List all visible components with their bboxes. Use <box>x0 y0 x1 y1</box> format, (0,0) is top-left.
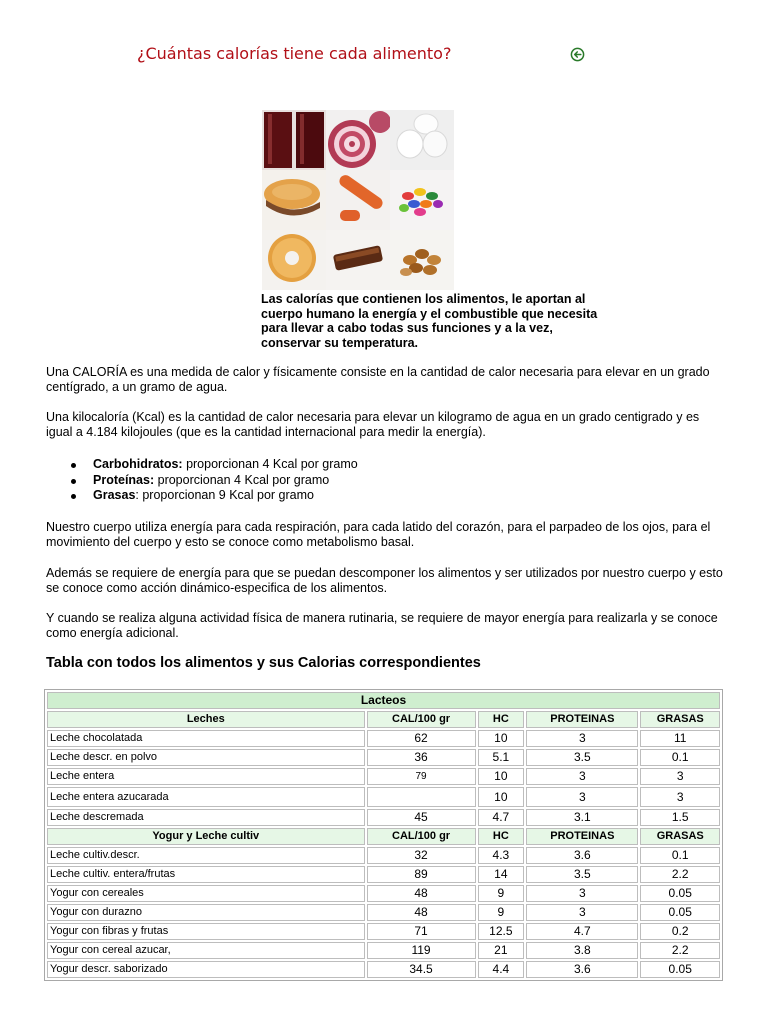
bullet-term: Carbohidratos: <box>93 457 183 471</box>
food-name-cell: Leche entera azucarada <box>47 787 365 807</box>
gras-cell: 3 <box>640 787 720 807</box>
column-header: GRASAS <box>640 711 720 728</box>
prot-cell: 3.8 <box>526 942 638 959</box>
cal-cell: 32 <box>367 847 476 864</box>
prot-cell: 3 <box>526 904 638 921</box>
cal-cell: 119 <box>367 942 476 959</box>
food-name-cell: Yogur con cereales <box>47 885 365 902</box>
image-caption: Las calorías que contienen los alimentos, le aportan al cuerpo humano la energía y el combustible que necesita para llevar a cabo todas sus funciones y a la vez, conservar su temperatura. <box>261 292 598 350</box>
cal-cell: 48 <box>367 904 476 921</box>
section-header-row <box>47 828 720 845</box>
macronutrient-list <box>46 457 358 504</box>
food-name-cell: Leche descr. en polvo <box>47 749 365 766</box>
section-name: Leches <box>47 711 365 728</box>
paragraph-dinamico: Además se requiere de energía para que se puedan descomponer los alimentos y ser utilizados por nuestro cuerpo y esto se conoce como acción dinámico-especifica de los alimentos. <box>46 566 723 595</box>
hc-cell: 4.7 <box>478 809 525 826</box>
bullet-term: Proteínas: <box>93 472 155 487</box>
sandwich-image <box>262 170 326 230</box>
food-name-cell: Leche descremada <box>47 809 365 826</box>
jelly-beans-image <box>390 170 454 230</box>
prot-cell: 3 <box>526 787 638 807</box>
food-name-cell: Leche entera <box>47 768 365 785</box>
hc-cell: 4.4 <box>478 961 525 978</box>
paragraph-metabolismo: Nuestro cuerpo utiliza energía para cada respiración, para cada latido del corazón, para el parpadeo de los ojos, para el movimiento del cuerpo y esto se conoce como metabolismo basal. <box>46 520 711 549</box>
hc-cell: 14 <box>478 866 525 883</box>
table-row <box>47 961 720 978</box>
hc-cell: 5.1 <box>478 749 525 766</box>
column-header: GRASAS <box>640 828 720 845</box>
prot-cell: 3 <box>526 885 638 902</box>
prot-cell: 3.5 <box>526 866 638 883</box>
calorie-table <box>44 689 723 981</box>
hc-cell: 10 <box>478 787 525 807</box>
gras-cell: 0.05 <box>640 961 720 978</box>
gras-cell: 11 <box>640 730 720 747</box>
group-title: Lacteos <box>47 692 720 709</box>
section-name: Yogur y Leche cultiv <box>47 828 365 845</box>
cal-cell: 48 <box>367 885 476 902</box>
donut-image <box>262 230 326 290</box>
food-name-cell: Yogur con fibras y frutas <box>47 923 365 940</box>
food-name-cell: Leche cultiv. entera/frutas <box>47 866 365 883</box>
hc-cell: 10 <box>478 768 525 785</box>
hc-cell: 10 <box>478 730 525 747</box>
paragraph-adicional: Y cuando se realiza alguna actividad física de manera rutinaria, se requiere de mayor energía para realizarla y se conoce como energía adicional. <box>46 611 718 640</box>
food-image-grid <box>262 110 454 290</box>
hc-cell: 4.3 <box>478 847 525 864</box>
paragraph-kilocaloria: Una kilocaloría (Kcal) es la cantidad de calor necesaria para elevar un kilogramo de agua en un grado centigrado y es igual a 4.184 kilojoules (que es la cantidad internacional para medir la energía). <box>46 410 700 439</box>
cal-cell: 79 <box>367 768 476 785</box>
gras-cell: 0.2 <box>640 923 720 940</box>
red-drink-image <box>262 110 326 170</box>
prot-cell: 3.6 <box>526 847 638 864</box>
table-row <box>47 809 720 826</box>
page-title: ¿Cuántas calorías tiene cada alimento? <box>137 44 452 63</box>
bullet-term: Grasas <box>93 488 136 502</box>
table-row <box>47 787 720 807</box>
list-item <box>46 488 358 504</box>
column-header: PROTEINAS <box>526 828 638 845</box>
section-header-row <box>47 711 720 728</box>
gras-cell: 0.05 <box>640 904 720 921</box>
hc-cell: 12.5 <box>478 923 525 940</box>
column-header: PROTEINAS <box>526 711 638 728</box>
table-row <box>47 847 720 864</box>
cal-cell: 34.5 <box>367 961 476 978</box>
gras-cell: 0.1 <box>640 847 720 864</box>
prot-cell: 3.5 <box>526 749 638 766</box>
column-header: CAL/100 gr <box>367 828 476 845</box>
cal-cell: 36 <box>367 749 476 766</box>
calorie-table-container <box>44 689 723 981</box>
table-row <box>47 904 720 921</box>
list-item <box>46 457 358 473</box>
food-name-cell: Yogur con cereal azucar, <box>47 942 365 959</box>
column-header: HC <box>478 828 525 845</box>
table-row <box>47 885 720 902</box>
prot-cell: 3.1 <box>526 809 638 826</box>
gras-cell: 2.2 <box>640 866 720 883</box>
table-row <box>47 942 720 959</box>
table-row <box>47 768 720 785</box>
carrots-image <box>326 170 390 230</box>
prot-cell: 3 <box>526 730 638 747</box>
bullet-text: proporcionan 4 Kcal por gramo <box>154 472 330 487</box>
back-arrow-circle-icon[interactable] <box>570 47 585 62</box>
cal-cell: 89 <box>367 866 476 883</box>
gras-cell: 0.1 <box>640 749 720 766</box>
column-header: CAL/100 gr <box>367 711 476 728</box>
prot-cell: 3 <box>526 768 638 785</box>
paragraph-caloria: Una CALORÍA es una medida de calor y físicamente consiste en la cantidad de calor necesaria para elevar en un grado centígrado, a un gramo de agua. <box>46 365 710 394</box>
gras-cell: 2.2 <box>640 942 720 959</box>
hc-cell: 9 <box>478 885 525 902</box>
red-onion-image <box>326 110 390 170</box>
list-item <box>46 473 358 489</box>
table-row <box>47 749 720 766</box>
table-heading: Tabla con todos los alimentos y sus Calorias correspondientes <box>46 655 481 671</box>
gras-cell: 1.5 <box>640 809 720 826</box>
hc-cell: 21 <box>478 942 525 959</box>
cal-cell: 62 <box>367 730 476 747</box>
eggs-image <box>390 110 454 170</box>
prot-cell: 3.6 <box>526 961 638 978</box>
table-row <box>47 730 720 747</box>
food-name-cell: Leche cultiv.descr. <box>47 847 365 864</box>
cal-cell: 45 <box>367 809 476 826</box>
table-row <box>47 866 720 883</box>
nuts-image <box>390 230 454 290</box>
food-name-cell: Yogur descr. saborizado <box>47 961 365 978</box>
table-row <box>47 923 720 940</box>
food-name-cell: Yogur con durazno <box>47 904 365 921</box>
column-header: HC <box>478 711 525 728</box>
chocolate-bar-image <box>326 230 390 290</box>
food-name-cell: Leche chocolatada <box>47 730 365 747</box>
prot-cell: 4.7 <box>526 923 638 940</box>
gras-cell: 3 <box>640 768 720 785</box>
gras-cell: 0.05 <box>640 885 720 902</box>
bullet-text: proporcionan 4 Kcal por gramo <box>182 457 358 471</box>
cal-cell <box>367 787 476 807</box>
hc-cell: 9 <box>478 904 525 921</box>
bullet-text: : proporcionan 9 Kcal por gramo <box>135 488 314 502</box>
cal-cell: 71 <box>367 923 476 940</box>
